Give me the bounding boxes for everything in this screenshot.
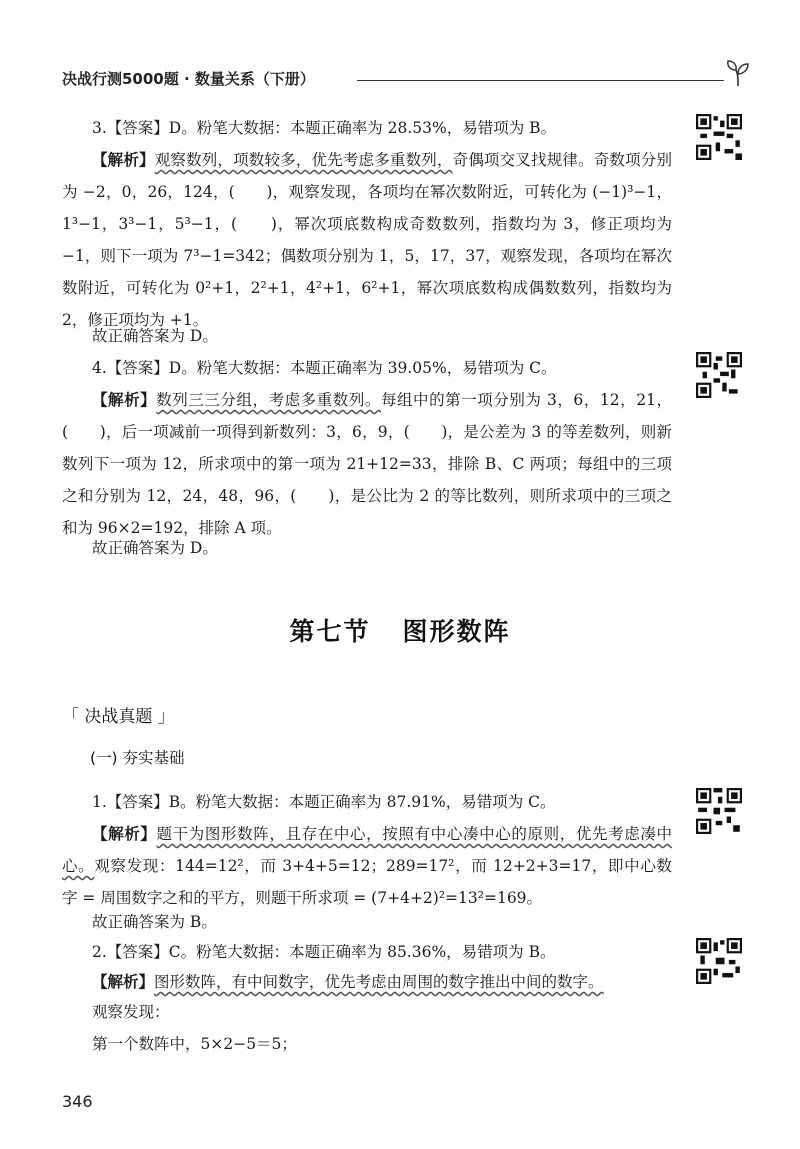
page-number: 346 bbox=[62, 1092, 93, 1111]
leaf-icon bbox=[724, 58, 752, 88]
analysis-tag: 【解析】 bbox=[92, 151, 155, 169]
analysis-lead: 观察数列，项数较多，优先考虑多重数列， bbox=[154, 151, 453, 169]
analysis-body: 每组中的第一项分别为 3，6，12，21，( )，后一项减前一项得到新数列：3，6，9，( )，是公差为 3 的等差数列，则新数列下一项为 12，所求项中的第一项为 21+12=33，排除 B、C 两项；每组中的三项之和分别为 12，24，48，96，( )，是公比为 2 的等比数列，则所求项中的三项之和为 96×2=192，排除 A 项。 bbox=[62, 391, 672, 537]
analysis-tag: 【解析】 bbox=[92, 973, 155, 991]
analysis-lead: 数列三三分组，考虑多重数列。 bbox=[156, 391, 381, 409]
q1-conclusion: 故正确答案为 B。 bbox=[92, 913, 217, 931]
analysis-lead: 题干为图形数阵，且存在中心，按照有中心凑中心的原则，优先考虑凑中心。 bbox=[62, 825, 672, 875]
qr-code-icon[interactable] bbox=[696, 352, 742, 398]
q4-analysis bbox=[62, 384, 672, 544]
qr-code-icon[interactable] bbox=[696, 938, 742, 984]
book-title: 决战行测5000题 · 数量关系（下册） bbox=[62, 70, 315, 88]
analysis-lead: 图形数阵，有中间数字，优先考虑由周围的数字推出中间的数字。 bbox=[154, 973, 604, 991]
q4-answer: 4.【答案】D。粉笔大数据：本题正确率为 39.05%，易错项为 C。 bbox=[92, 359, 557, 377]
qr-code-icon[interactable] bbox=[696, 114, 742, 160]
q1-answer: 1.【答案】B。粉笔大数据：本题正确率为 87.91%，易错项为 C。 bbox=[92, 793, 556, 811]
section-number: 第七节 bbox=[289, 617, 371, 646]
q2-line1: 第一个数阵中，5×2−5＝5； bbox=[92, 1035, 297, 1053]
q1-analysis bbox=[62, 818, 672, 914]
qr-code-icon[interactable] bbox=[696, 788, 742, 834]
q2-observe: 观察发现： bbox=[92, 1003, 170, 1021]
page-header bbox=[62, 58, 752, 94]
foundation-heading: (一) 夯实基础 bbox=[90, 749, 185, 767]
q3-analysis bbox=[62, 144, 672, 336]
analysis-body: 观察发现：144=12²，而 3+4+5=12；289=17²，而 12+2+3=17，即中心数字 = 周围数字之和的平方，则题干所求项 = (7+4+2)²=13²=169。 bbox=[62, 857, 672, 907]
analysis-tag: 【解析】 bbox=[92, 825, 157, 843]
analysis-tag: 【解析】 bbox=[92, 391, 157, 409]
q2-analysis bbox=[62, 966, 672, 998]
q4-conclusion: 故正确答案为 D。 bbox=[92, 539, 218, 557]
q2-answer: 2.【答案】C。粉笔大数据：本题正确率为 85.36%，易错项为 B。 bbox=[92, 943, 556, 961]
analysis-body: 奇偶项交叉找规律。奇数项分别为 −2，0，26，124，( )，观察发现，各项均在幂次数附近，可转化为 (−1)³−1，1³−1，3³−1，5³−1，( )，幂次项底数构成奇数数列，指数均为 3，修正项均为 −1，则下一项为 7³−1=342；偶数项分别为 1，5，17，37，观察发现，各项均在幂次数附近，可转化为 0²+1，2²+1，4²+1，6²+1，幂次项底数构成偶数数列，指数均为 2，修正项均为 +1。 bbox=[62, 151, 672, 329]
section-title bbox=[0, 612, 800, 648]
section-name: 图形数阵 bbox=[402, 617, 511, 646]
q3-answer: 3.【答案】D。粉笔大数据：本题正确率为 28.53%，易错项为 B。 bbox=[92, 119, 557, 137]
q3-conclusion: 故正确答案为 D。 bbox=[92, 327, 218, 345]
header-rule bbox=[357, 80, 724, 81]
real-exam-heading: 「 决战真题 」 bbox=[62, 707, 175, 727]
